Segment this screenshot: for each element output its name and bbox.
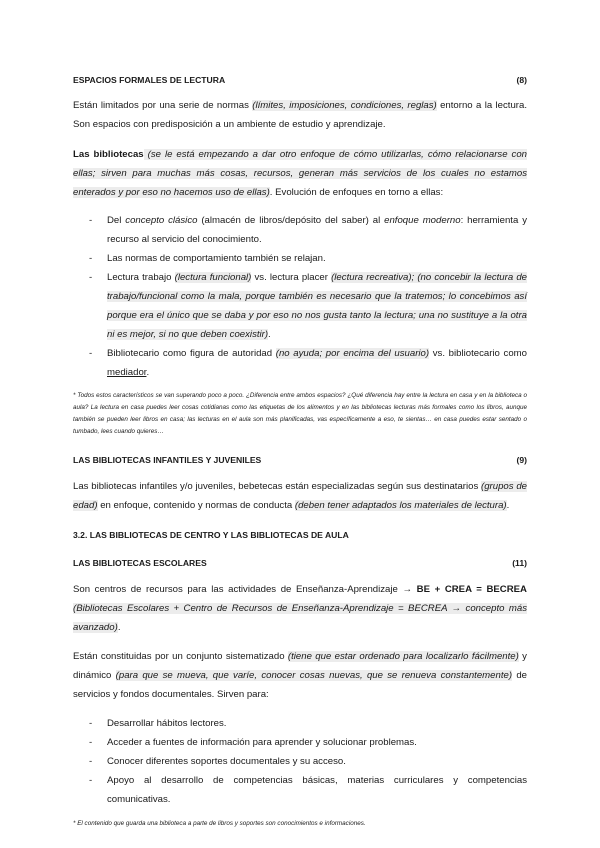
list-item: - Lectura trabajo (lectura funcional) vs. lectura placer (lectura recreativa); (no concebir la lectura de trabajo/funcional como la mala, porque también es necesario que la tratemos; lo concebimos así porque era el único que se daba y por eso no nos gusta tanto la lectura; una no sustituye a la otra ni es mejor, si no que deben coexistir). (73, 268, 527, 344)
section-title: 3.2. LAS BIBLIOTECAS DE CENTRO Y LAS BIBLIOTECAS DE AULA (73, 530, 349, 540)
footnote-contenido: * El contenido que guarda una biblioteca a parte de libros y soportes son conocimientos e informaciones. (73, 820, 366, 827)
paragraph-infantiles: Las bibliotecas infantiles y/o juveniles, bebetecas están especializadas según sus destinatarios (grupos de edad) en enfoque, contenido y normas de conducta (deben tener adaptados los materiales de lectura). (73, 481, 527, 511)
enfoques-list (73, 211, 527, 382)
section-title: LAS BIBLIOTECAS ESCOLARES (73, 558, 207, 568)
list-item: - Bibliotecario como figura de autoridad (no ayuda; por encima del usuario) vs. bibliotecario como mediador. (73, 344, 527, 382)
section-title: LAS BIBLIOTECAS INFANTILES Y JUVENILES (73, 455, 262, 465)
section-heading-escolares (73, 555, 527, 571)
section-number: (9) (516, 455, 527, 465)
section-title: ESPACIOS FORMALES DE LECTURA (73, 75, 226, 85)
paragraph-centros-recursos: Son centros de recursos para las actividades de Enseñanza-Aprendizaje → BE + CREA = BECREA (Bibliotecas Escolares + Centro de Recursos de Enseñanza-Aprendizaje = BECREA → concepto más avanzado). (73, 584, 527, 633)
paragraph-constituidas: Están constituidas por un conjunto sistematizado (tiene que estar ordenado para localizarlo fácilmente) y dinámico (para que se mueva, que varíe, conocer cosas nuevas, que se renueva constantemente) de servicios y fondos documentales. Sirven para: (73, 651, 527, 700)
paragraph-bibliotecas: Las bibliotecas (se le está empezando a dar otro enfoque de cómo utilizarlas, cómo relacionarse con ellas; sirven para muchas más cosas, recursos, generan más servicios de los cuales no estamos enterados y por eso no hacemos uso de ellas). Evolución de enfoques en torno a ellas: (73, 149, 527, 198)
list-item: - Las normas de comportamiento también se relajan. (73, 249, 527, 268)
list-item: - Apoyo al desarrollo de competencias básicas, materias curriculares y competencias comunicativas. (73, 771, 527, 809)
footnote-caracteristicas: * Todos estos característicos se van superando poco a poco. ¿Diferencia entre ambos espacios? ¿Qué diferencia hay entre la lectura en casa y en la biblioteca o aula? La lectura en casa puedes leer cosas cotidianas como las etiquetas de los alimentos y en las bibliotecas lecturas más formales como los libros, aunque también se pueden leer libros en casa; las lecturas en el aula son más planificadas, vas específicamente a eso, te sientas… en casa puedes estar sentado o tumbado, lees cuando quieres… (73, 392, 527, 435)
section-number: (11) (512, 558, 527, 568)
section-number: (8) (516, 75, 527, 85)
paragraph-limitados: Están limitados por una serie de normas (límites, imposiciones, condiciones, reglas) entorno a la lectura. Son espacios con predisposición a un ambiente de estudio y aprendizaje. (73, 100, 527, 130)
section-heading-infantiles (73, 452, 527, 468)
list-item: - Desarrollar hábitos lectores. (73, 714, 527, 733)
list-item: - Del concepto clásico (almacén de libros/depósito del saber) al enfoque moderno: herramienta y recurso al servicio del conocimiento. (73, 211, 527, 249)
sirven-para-list (73, 714, 527, 809)
list-item: - Acceder a fuentes de información para aprender y solucionar problemas. (73, 733, 527, 752)
section-heading-centro-aula (73, 527, 527, 543)
section-heading-espacios-formales (73, 72, 527, 88)
list-item: - Conocer diferentes soportes documentales y su acceso. (73, 752, 527, 771)
